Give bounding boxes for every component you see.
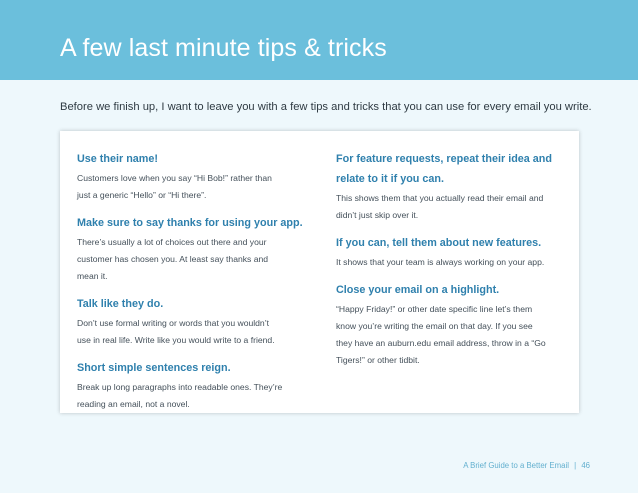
tip-body — [336, 301, 566, 369]
tip-short-sentences — [77, 358, 305, 413]
tip-body-line: know you’re writing the email on that day. If you see — [336, 321, 533, 331]
tip-body-line: Break up long paragraphs into readable ones. They’re — [77, 382, 283, 392]
tip-feature-requests — [336, 149, 566, 224]
tip-body-line: Don’t use formal writing or words that you wouldn’t — [77, 318, 270, 328]
tip-body — [77, 234, 305, 285]
tip-body-line: mean it. — [77, 271, 108, 281]
tip-body-line: reading an email, not a novel. — [77, 399, 190, 409]
tip-body — [77, 379, 305, 413]
tips-card — [60, 131, 579, 413]
tip-body-line: they have an auburn.edu email address, throw in a “Go — [336, 338, 546, 348]
tip-heading-line: For feature requests, repeat their idea and — [336, 153, 553, 165]
tip-heading-line: Close your email on a highlight. — [336, 284, 500, 296]
tip-new-features — [336, 233, 566, 271]
tip-heading: Use their name! — [77, 153, 159, 165]
tip-body-line: It shows that your team is always working on your app. — [336, 257, 545, 267]
tip-body-line: “Happy Friday!” or other date specific line let’s them — [336, 304, 533, 314]
tip-body-line: There’s usually a lot of choices out there and your — [77, 237, 267, 247]
tip-body-line: use in real life. Write like you would write to a friend. — [77, 335, 275, 345]
tip-heading-line: relate to it if you can. — [336, 173, 444, 185]
tip-talk-like-they-do — [77, 294, 305, 349]
tip-heading — [336, 233, 566, 253]
tip-body-line: didn’t just skip over it. — [336, 210, 419, 220]
footer-separator: | — [574, 461, 577, 470]
tip-body-line: just a generic “Hello” or “Hi there”. — [77, 190, 207, 200]
page-footer — [463, 461, 590, 470]
tip-body-line: Customers love when you say “Hi Bob!” rather than — [77, 173, 272, 183]
tips-column-left — [77, 149, 305, 422]
page-number: 46 — [581, 461, 590, 470]
tip-heading: Make sure to say thanks for using your app. — [77, 217, 303, 229]
tip-heading — [336, 149, 566, 189]
tip-body — [77, 170, 305, 204]
tip-say-thanks — [77, 213, 305, 285]
tip-heading — [336, 280, 566, 300]
intro-text: Before we finish up, I want to leave you with a few tips and tricks that you can use for every email you write. — [60, 101, 592, 113]
tip-heading-line: If you can, tell them about new features. — [336, 237, 542, 249]
footer-guide-title: A Brief Guide to a Better Email — [463, 461, 569, 470]
tip-body — [336, 254, 566, 271]
tip-body-line: Tigers!” or other tidbit. — [336, 355, 420, 365]
tip-heading: Short simple sentences reign. — [77, 362, 231, 374]
tip-close-on-highlight — [336, 280, 566, 369]
tip-body-line: customer has chosen you. At least say thanks and — [77, 254, 269, 264]
tip-body-line: This shows them that you actually read their email and — [336, 193, 544, 203]
tips-column-right — [336, 149, 566, 378]
tip-use-their-name — [77, 149, 305, 204]
tip-heading: Talk like they do. — [77, 298, 164, 310]
page-title: A few last minute tips & tricks — [60, 34, 387, 62]
tip-body — [77, 315, 305, 349]
tip-body — [336, 190, 566, 224]
